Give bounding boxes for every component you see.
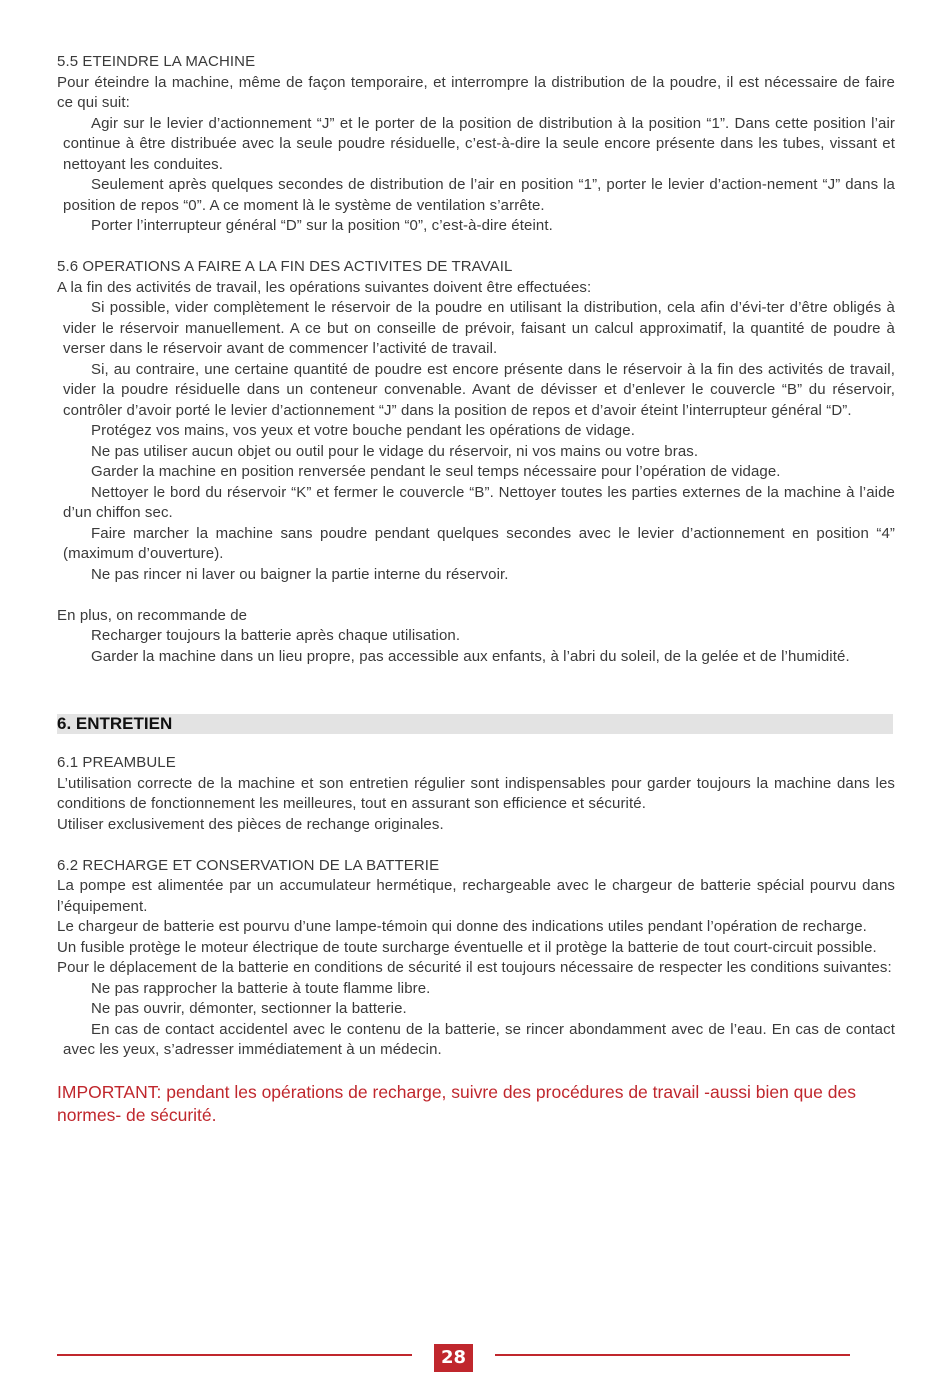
chapter-title-bar (57, 714, 893, 734)
section-heading: 5.5 ETEINDRE LA MACHINE (57, 53, 256, 70)
section-heading: 5.6 OPERATIONS A FAIRE A LA FIN DES ACTIVITES DE TRAVAIL (57, 258, 513, 275)
list-item: Ne pas rapprocher la batterie à toute flamme libre. (91, 979, 431, 997)
page-number: 28 (434, 1344, 473, 1372)
paragraph: L’utilisation correcte de la machine et son entretien régulier sont indispensables pour garder toujours la machine dans les conditions de fonctionnement les meilleures, tout en assurant son efficience et sécurité. (57, 774, 895, 812)
section-6-2 (57, 856, 895, 1061)
list-item: Ne pas utiliser aucun objet ou outil pour le vidage du réservoir, ni vos mains ou votre bras. (91, 442, 699, 460)
section-5-5 (57, 52, 895, 237)
document-page (57, 52, 895, 1127)
paragraph: Le chargeur de batterie est pourvu d’une lampe-témoin qui donne des indications utiles pendant l’opération de recharge. (57, 918, 867, 935)
paragraph: A la fin des activités de travail, les opérations suivantes doivent être effectuées: (57, 278, 592, 296)
footer-rule-right (495, 1354, 850, 1356)
list-item: Agir sur le levier d’actionnement “J” et le porter de la position de distribution à la position “1”. Dans cette position l’air continue à être distribuée avec la seule poudre résiduelle, c’est-à-dire la seule encore présente dans les tubes, vissant et nettoyant les conduites. (63, 114, 895, 173)
important-notice: IMPORTANT: pendant les opérations de recharge, suivre des procédures de travail -aussi bien que des normes- de sécurité. (57, 1081, 856, 1125)
list-item: En cas de contact accidentel avec le contenu de la batterie, se rincer abondamment avec de l’eau. En cas de contact avec les yeux, s’adresser immédiatement à un médecin. (63, 1020, 895, 1058)
chapter-title: 6. ENTRETIEN (57, 714, 173, 733)
list-item: Si, au contraire, une certaine quantité de poudre est encore présente dans le réservoir à la fin des activités de travail, vider la poudre résiduelle dans un conteneur convenable. Avant de dévisser et d’enlever le couvercle “B” du réservoir, contrôler d’avoir porté le levier d’actionnement “J” dans la position de repos et d’avoir éteint l’interrupteur général “D”. (63, 360, 895, 419)
paragraph: Utiliser exclusivement des pièces de rechange originales. (57, 815, 444, 833)
paragraph: La pompe est alimentée par un accumulateur hermétique, rechargeable avec le chargeur de batterie spécial pourvu dans l’équipement. (57, 877, 895, 915)
paragraph: Pour le déplacement de la batterie en conditions de sécurité il est toujours nécessaire de respecter les conditions suivantes: (57, 959, 892, 976)
list-item: Porter l’interrupteur général “D” sur la position “0”, c’est-à-dire éteint. (91, 217, 553, 234)
list-item: Recharger toujours la batterie après chaque utilisation. (91, 627, 461, 644)
list-item: Nettoyer le bord du réservoir “K” et fermer le couvercle “B”. Nettoyer toutes les parties externes de la machine à l’aide d’un chiffon sec. (63, 483, 895, 521)
paragraph: Pour éteindre la machine, même de façon temporaire, et interrompre la distribution de la poudre, il est nécessaire de faire ce qui suit: (57, 73, 895, 111)
section-heading: 6.2 RECHARGE ET CONSERVATION DE LA BATTERIE (57, 856, 440, 874)
list-item: Protégez vos mains, vos yeux et votre bouche pendant les opérations de vidage. (91, 422, 635, 439)
list-item: Ne pas ouvrir, démonter, sectionner la batterie. (91, 1000, 407, 1017)
footer-rule-left (57, 1354, 412, 1356)
list-item: Ne pas rincer ni laver ou baigner la partie interne du réservoir. (91, 565, 509, 583)
section-heading: 6.1 PREAMBULE (57, 754, 176, 771)
list-item: Si possible, vider complètement le réservoir de la poudre en utilisant la distribution, cela afin d’évi-ter d’être obligés à vider le réservoir manuellement. A ce but on conseille de prévoir, faisant un calcul approximatif, la quantité de poudre à verser dans le réservoir avant de commencer l’activité de travail. (63, 299, 895, 357)
list-item: Seulement après quelques secondes de distribution de l’air en position “1”, porter le levier d’action-nement “J” dans la position de repos “0”. A ce moment là le système de ventilation s’arrête. (63, 176, 895, 214)
paragraph: En plus, on recommande de (57, 606, 248, 624)
section-5-6 (57, 257, 895, 667)
list-item: Garder la machine dans un lieu propre, pas accessible aux enfants, à l’abri du soleil, de la gelée et de l’humidité. (91, 647, 850, 665)
section-6-1 (57, 753, 895, 835)
list-item: Faire marcher la machine sans poudre pendant quelques secondes avec le levier d’actionnement en position “4” (maximum d’ouverture). (63, 524, 895, 562)
paragraph: Un fusible protège le moteur électrique de toute surcharge éventuelle et il protège la batterie de tout court-circuit possible. (57, 938, 877, 956)
list-item: Garder la machine en position renversée pendant le seul temps nécessaire pour l’opération de vidage. (91, 463, 781, 480)
